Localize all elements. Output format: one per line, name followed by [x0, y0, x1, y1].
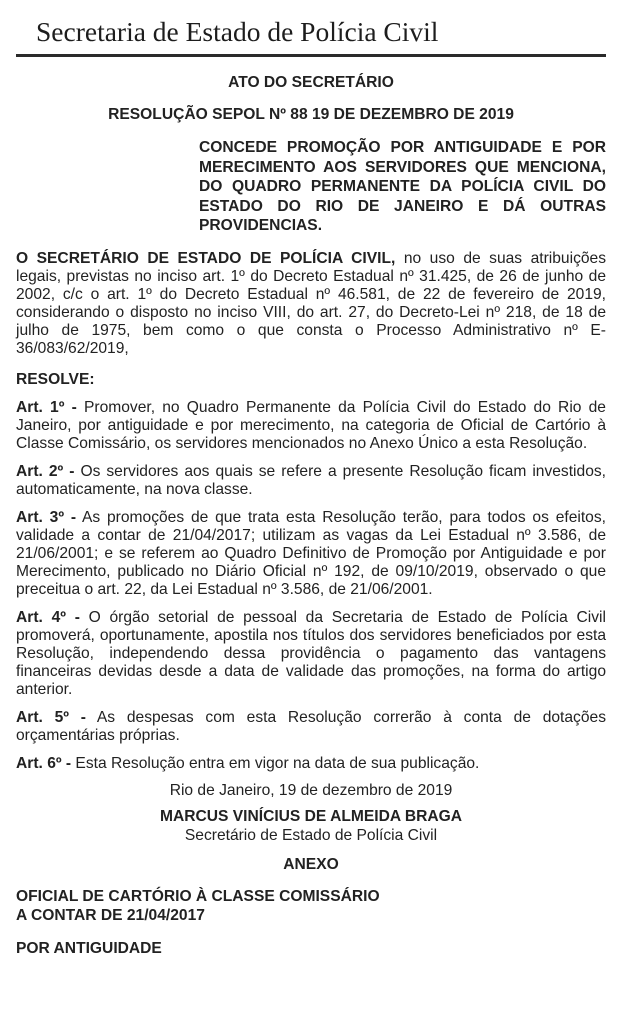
article-text: As promoções de que trata esta Resolução terão, para todos os efeitos, validade a contar de 21/04/2017; utilizam as vagas da Lei Estadual nº 3.586, de 21/06/2001; e se referem ao Quadro Definitivo de Promoção por Antiguidade e por Merecimento, publicado no Diário Oficial nº 192, de 09/10/2019, observado o que preceitua o art. 22, da Lei Estadual nº 3.586, de 21/06/2001. [16, 508, 606, 598]
article-label: Art. 6º - [16, 754, 72, 772]
preamble-paragraph [16, 250, 606, 358]
annex-title-line-1: OFICIAL DE CARTÓRIO À CLASSE COMISSÁRIO [16, 887, 380, 905]
article-label: Art. 2º - [16, 462, 75, 480]
article-label: Art. 4º - [16, 608, 80, 626]
article-text: O órgão setorial de pessoal da Secretaria de Estado de Polícia Civil promoverá, oportunamente, apostila nos títulos dos servidores beneficiados por esta Resolução, independendo dessa providência o pagamento das vantagens financeiras devidas desde a data de validade das promoções, na forma do artigo anterior. [16, 608, 606, 698]
signer-role: Secretário de Estado de Polícia Civil [184, 826, 438, 844]
article-4 [16, 609, 606, 699]
annex-heading: ANEXO [283, 855, 339, 873]
preamble-lead: O SECRETÁRIO DE ESTADO DE POLÍCIA CIVIL, [16, 249, 396, 267]
article-5 [16, 709, 606, 745]
article-text: As despesas com esta Resolução correrão à conta de dotações orçamentárias próprias. [16, 708, 606, 744]
article-text: Esta Resolução entra em vigor na data de sua publicação. [71, 754, 480, 772]
resolve-heading: RESOLVE: [16, 370, 95, 388]
place-and-date: Rio de Janeiro, 19 de dezembro de 2019 [169, 781, 453, 799]
annex-title-line-2: A CONTAR DE 21/04/2017 [16, 906, 205, 924]
resolution-summary: CONCEDE PROMOÇÃO POR ANTIGUIDADE E POR MERECIMENTO AOS SERVIDORES QUE MENCIONA, DO QUADRO PERMANENTE DA POLÍCIA CIVIL DO ESTADO DO RIO DE JANEIRO E DÁ OUTRAS PROVIDENCIAS. [199, 139, 606, 235]
article-6 [16, 755, 606, 773]
act-heading: ATO DO SECRETÁRIO [228, 74, 394, 91]
preamble-text: no uso de suas atribuições legais, previstas no inciso art. 1º do Decreto Estadual nº 31.425, de 26 de junho de 2002, c/c o art. 1º do Decreto Estadual nº 46.581, de 22 de fevereiro de 2019, considerando o disposto no inciso VIII, do art. 27, do Decreto-Lei nº 218, de 18 de julho de 1975, bem como o que consta o Processo Administrativo nº E-36/083/62/2019, [16, 249, 607, 357]
article-1 [16, 399, 606, 453]
resolution-title: RESOLUÇÃO SEPOL Nº 88 19 DE DEZEMBRO DE 2019 [108, 106, 514, 123]
article-2 [16, 463, 606, 499]
annex-title [16, 887, 606, 925]
header-divider [16, 54, 606, 57]
annex-subheading: POR ANTIGUIDADE [16, 939, 162, 957]
article-text: Promover, no Quadro Permanente da Polícia Civil do Estado do Rio de Janeiro, por antiguidade e por merecimento, na categoria de Oficial de Cartório à Classe Comissário, os servidores mencionados no Anexo Único a esta Resolução. [16, 398, 606, 452]
article-label: Art. 5º - [16, 708, 86, 726]
article-label: Art. 1º - [16, 398, 77, 416]
article-text: Os servidores aos quais se refere a presente Resolução ficam investidos, automaticamente, na nova classe. [16, 462, 606, 498]
article-3 [16, 509, 606, 599]
section-header: Secretaria de Estado de Polícia Civil [36, 16, 439, 47]
signer-name: MARCUS VINÍCIUS DE ALMEIDA BRAGA [159, 807, 463, 825]
article-label: Art. 3º - [16, 508, 77, 526]
